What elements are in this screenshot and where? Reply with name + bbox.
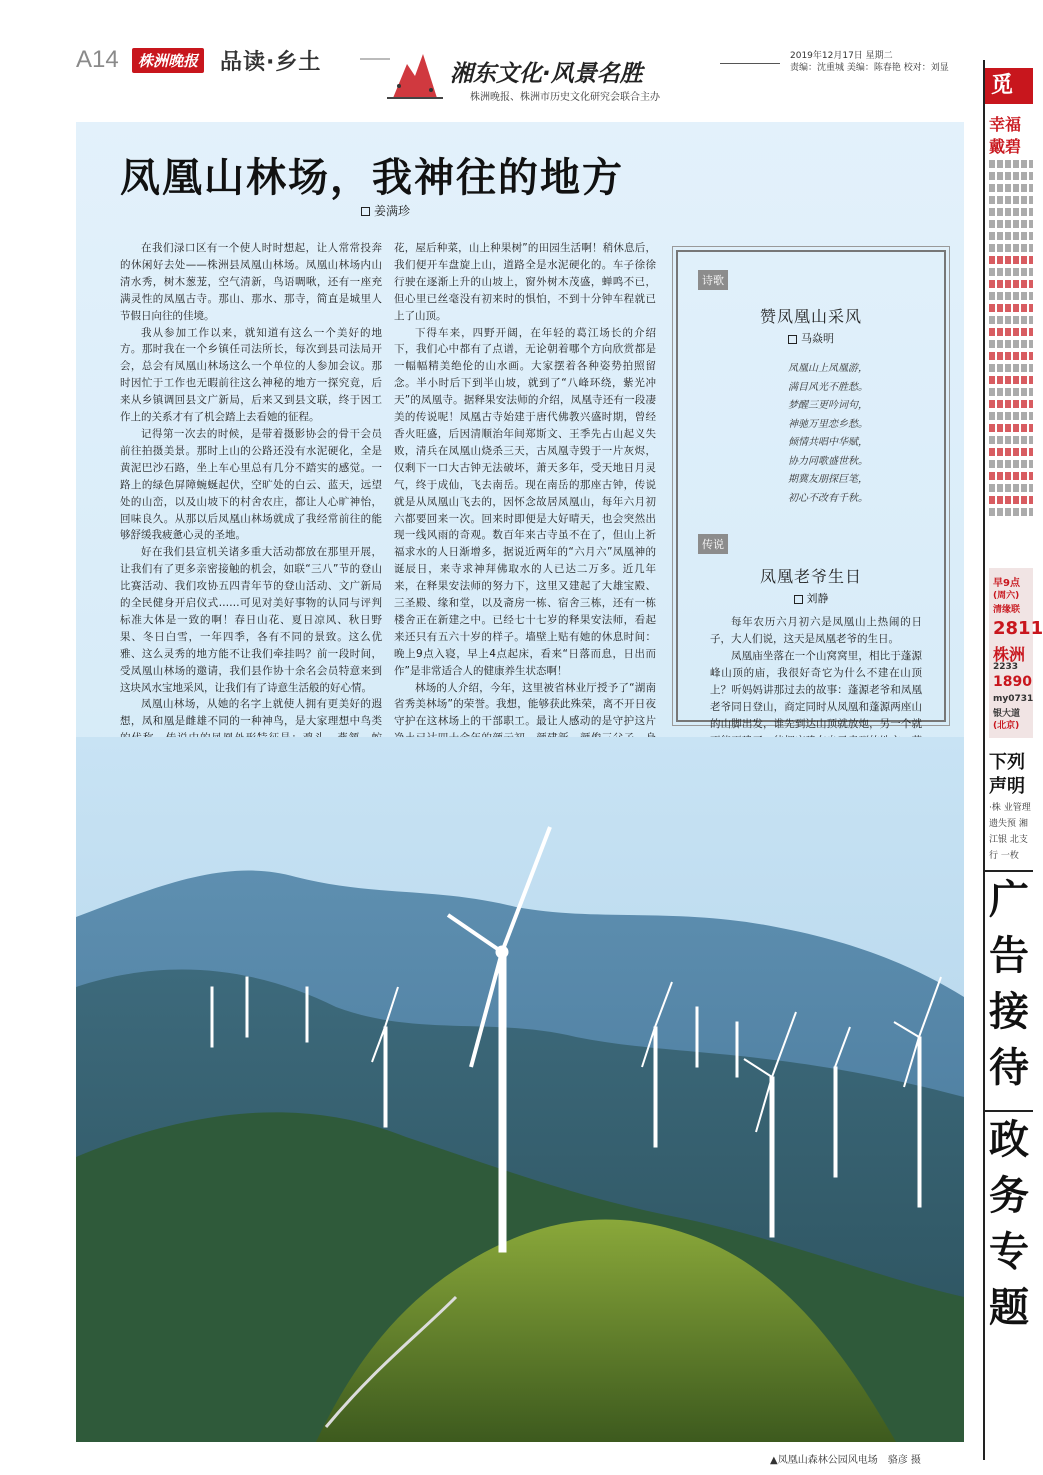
strip-notice-title: 下列 [989, 752, 1025, 773]
poem-line: 凤凰山上凤凰游， [788, 363, 868, 374]
strip-text: 2233 [993, 662, 1019, 672]
paragraph: 好在我们县宣机关诸多重大活动都放在那里开展，让我们有了更多亲密接触的机会，如联“三八”节的登山比赛活动、我们攻协五四青年节的登山活动、文广新局的全民健身开启仪式……可见对美好事物的认同与评判标准大体是一致的啊！春日山花、夏日凉风、秋日野果、冬日白雪，一年四季，各有不同的景致。这么优雅、这么灵秀的地方能不让我们牵挂吗？前一段时间，受凤凰山林场的邀请，我们县作协十余名会员特意来到这块风水宝地采风，让我们有了诗意生活般的好心情。 [120, 546, 382, 694]
strip-text: (北京) [993, 721, 1020, 731]
poem-line: 满目风光不胜愁。 [788, 381, 868, 393]
article-column-2 [394, 240, 656, 762]
strip-phone: 2811 [993, 618, 1043, 639]
paragraph: 凤凰山林场，从她的名字上就使人拥有更美好的遐想，凤和凰是雌雄不同的一种神鸟，是大家理想中鸟类 [120, 698, 382, 728]
strip-title: 幸福 [989, 115, 1022, 134]
poem-line: 期冀友朋探巨笔， [788, 474, 868, 485]
poem-tag: 诗歌 [698, 270, 728, 290]
article-byline [361, 202, 410, 219]
author-name: 姜满珍 [374, 204, 411, 218]
strip-text: 清缘联 [993, 605, 1021, 615]
legend-author: 刘静 [806, 592, 829, 605]
banner-char: 广 [989, 877, 1029, 923]
article-panel [76, 122, 964, 1442]
legend-byline [678, 590, 944, 606]
poem-line: 协力同歌盛世秋。 [788, 455, 868, 467]
banner-char: 告 [989, 933, 1029, 979]
newspaper-logo: 株洲晚报 [132, 48, 204, 73]
banner-char: 政 [989, 1117, 1029, 1163]
adjacent-page-strip [983, 60, 1043, 1460]
date-line: 2019年12月17日 星期二 [790, 51, 893, 61]
legend-body [710, 614, 922, 730]
banner-char: 专 [989, 1229, 1029, 1275]
strip-heading: 觅 [985, 68, 1033, 104]
strip-notice-title: 声明 [989, 776, 1025, 797]
wind-farm-photo [76, 737, 964, 1442]
legend-title: 凤凰老爷生日 [759, 567, 862, 586]
ink-mountain-icon [385, 46, 445, 106]
article-column-1 [120, 240, 382, 762]
header-divider [720, 63, 780, 64]
banner-char: 待 [989, 1045, 1029, 1091]
paragraph: 在我们渌口区有一个使人时时想起，让人常常投奔的休闲好去处——株洲县凤凰山林场。凤凰山林场内山清水秀，树木葱茏，空气清新，鸟语啁啾，还有一座充满灵性的凤凰古寺。那山、那水、那寺，简直是城里人节假日向往的佳境。 [120, 242, 382, 322]
page-number: A14 [76, 46, 119, 73]
banner-char: 务 [989, 1173, 1029, 1219]
poem-byline [678, 330, 944, 346]
banner-char: 接 [989, 989, 1029, 1035]
poem-line: 初心不改有千秋。 [788, 492, 868, 504]
legend-tag: 传说 [698, 534, 728, 554]
poem-title: 赞凤凰山采风 [759, 307, 862, 326]
byline-box-icon [788, 335, 797, 344]
poem-line: 倾情共唱中华赋， [788, 437, 868, 448]
strip-contact-box [989, 568, 1043, 738]
poem-body [788, 360, 868, 508]
poem-author: 马焱明 [801, 332, 834, 345]
column-title: 湘东文化·风景名胜 [450, 61, 643, 87]
strip-text: my0731 [993, 694, 1034, 704]
page-header [0, 0, 1031, 110]
paragraph: 林场的人介绍，今年，这里被省林业厅授予了“湖南省秀美林场”的荣誉。我想，能够获此殊荣，离不开日夜守护在这林场上的干部职工。最让人感动的是守护这片 [394, 681, 656, 728]
column-subtitle: 株洲晚报、株洲市历史文化研究会联合主办 [470, 92, 660, 103]
government-affairs-banner [985, 1110, 1033, 1342]
strip-text: 银大道 [993, 709, 1021, 719]
paragraph: 记得第一次去的时候，是带着摄影协会的骨干会员前往拍摄美景。那时上山的公路还没有水泥硬化，全是黄泥巴沙石路，坐上车心里总有几分不踏实的感觉。一路上的绿色屏障蜿蜒起伏，空旷处的白云、蓝天，远望处的山峦，以及山坡下的村舍农庄，都让人心旷神怡，回味良久。从那以后凤凰山林场就成了我经常前往的能够舒缓我疲惫心灵的圣地。 [120, 427, 382, 542]
paragraph: 花，屋后种菜，山上种果树”的田园生活啊！稍休息后，我们便开车盘旋上山，道路全是水泥硬化的。车子徐徐行驶在逐渐上升的山坡上，窗外树木茂盛，蝉鸣不已，但心里已丝毫没有初来时的惧怕，不到十分钟车程就已上了山顶。 [394, 242, 656, 322]
article-title: 凤凰山林场，我神往的地方 [120, 155, 624, 201]
ad-hotline-banner [985, 870, 1033, 1102]
poem-line: 梦醒三更吟词句， [788, 400, 868, 411]
strip-title: 戴碧 [989, 137, 1022, 156]
strip-text: 早9点 [993, 578, 1020, 589]
strip-text: 株洲 [993, 645, 1026, 664]
sidebar-box [676, 250, 946, 730]
paragraph: 下得车来，四野开阔，在年轻的葛江场长的介绍下，我们心中都有了点谱，无论朝着哪个方向欣赏都是一幅幅精美绝伦的山水画。大家摆着各种姿势拍照留念。半小时后下到半山坡，就到了“八峰环绕，紫光冲天”的凤凰寺。据释果安法师的介绍，凤凰寺还有一段凄美的传说呢！凤凰古寺始建于唐代佛教兴盛时期，曾经香火旺盛，后因清顺治年间郑斯文、王季先占山起义失败，清兵在凤凰山烧杀三天，古凤凰寺毁于一片灰烬，仅剩下一口大古钟无法破坏，萧天多年，受天地日月灵气，终于成仙，飞去南岳。现在南岳的那座古钟，传说就是从凤凰山飞去的，因怀念故居凤凰山，每年六月初六都要回来一次。回来时即便是大好晴天，也会突然出现一线风雨的奇观。数百年来古寺虽不在了，但山上祈福求水的人日渐增多，据说近两年的“六月六”凤凰神的诞辰日，来寺求神拜佛取水的人已达二万多。近几年来，在释果安法师的努力下，这里又建起了大雄宝殿、三圣殿、缘和堂，以及斋房一栋、宿舍三栋，还有一栋楼舍正在新建之中。已经七十七岁的释果安法师，看起来还只有五六十岁的样子。墙壁上贴有她的休息时间：晚上9点入寝，早上4点起床，看来“日落而息，日出而作”是非常适合人的健康养生状态啊！ [394, 326, 656, 677]
paragraph: 我从参加工作以来，就知道有这么一个美好的地方。那时我在一个乡镇任司法所长，每次到县司法局开会，总会有凤凰山林场这么一个单位的人参加会议。那时因忙于工作也无暇前往这么神秘的地方一探究竟，后来从乡镇调回县文广新局，后来又到县文联，终于因工作上的关系才有了机会踏上去看她的征程。 [120, 326, 382, 424]
banner-char: 题 [989, 1285, 1029, 1331]
section-title: 品读·乡土 [220, 50, 322, 75]
strip-phone: 1890 [993, 674, 1032, 690]
byline-box-icon [361, 207, 370, 216]
strip-notice-text: ·株 业管理 遗失预 湘江银 北支行 一枚 [989, 803, 1031, 861]
poem-line: 神驰万里恋乡愁。 [788, 418, 868, 430]
strip-text: (周六) [993, 591, 1020, 601]
byline-box-icon [794, 595, 803, 604]
paragraph: 凤凰庙坐落在一个山窝窝里，相比于蓬源峰山顶的庙，我很好奇它为什么不建在山顶上？听妈妈讲那过去的故事：蓬源老爷和凤凰老爷同日登山，商定同时从凤凰和蓬源两座山的山脚出发，谁先到达山顶就放炮，另一个就 [710, 650, 922, 730]
photo-caption: ▲凤凰山森林公园风电场 骆彦 摄 [770, 1455, 921, 1466]
paragraph: 每年农历六月初六是凤凰山上热闹的日子，大人们说，这天是凤凰老爷的生日。 [710, 616, 922, 645]
editors-line: 责编：沈重城 美编：陈春艳 校对：刘显 [790, 63, 949, 73]
strip-listings [989, 160, 1033, 520]
